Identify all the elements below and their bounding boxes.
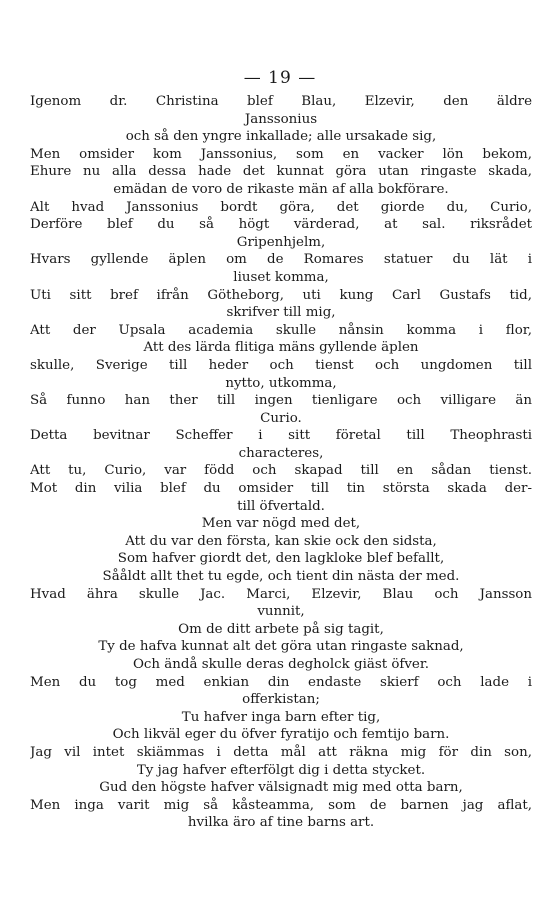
text-line: Igenom dr. Christina blef Blau, Elzevir, den äldre <box>30 94 532 109</box>
text-line: och så den yngre inkallade; alle ursakade sig, <box>125 129 437 145</box>
text-line: Men du tog med enkian din endaste skierf och lade i <box>30 674 532 690</box>
text-line: offerkistan; <box>242 692 320 708</box>
text-line: Uti sitt bref ifrån Götheborg, uti kung Carl Gustafs tid, <box>30 287 532 303</box>
text-line: Som hafver giordt det, den lagkloke blef befallt, <box>117 551 445 567</box>
text-line: Hvars gyllende äplen om de Romares statuer du lät i <box>30 252 532 268</box>
text-line: Men omsider kom Janssonius, som en vacker lön bekom, <box>30 146 532 162</box>
text-line: Att tu, Curio, var född och skapad till en sådan tienst. <box>30 463 532 479</box>
text-line: Och ändå skulle deras degholck giäst öfver. <box>132 657 430 672</box>
text-line: Om de ditt arbete på sig tagit, <box>178 621 384 637</box>
text-line: nytto, utkomma, <box>225 375 337 391</box>
text-line: skulle, Sverige till heder och tienst och ungdomen till <box>30 357 532 373</box>
text-line: Ty de hafva kunnat alt det göra utan ringaste saknad, <box>98 639 464 655</box>
text-line: Men inga varit mig så kåsteamma, som de barnen jag aflat, <box>30 797 532 813</box>
text-line: characteres, <box>238 445 324 461</box>
text-line: vunnit, <box>257 604 305 620</box>
text-line: Gud den högste hafver välsignadt mig med otta barn, <box>99 780 463 796</box>
text-line: Att du var den första, kan skie ock den sidsta, <box>125 533 437 549</box>
poem-text <box>30 93 532 832</box>
text-line: emädan de voro de rikaste män af alla bokförare. <box>113 181 449 197</box>
text-line: Så funno han ther till ingen tienligare och villigare än <box>30 393 532 409</box>
text-line: Detta bevitnar Scheffer i sitt företal till Theophrasti <box>30 428 532 444</box>
text-line: Mot din vilia blef du omsider till tin största skada der- <box>30 481 532 497</box>
text-line: Hvad ähra skulle Jac. Marci, Elzevir, Blau och Jansson <box>30 586 532 602</box>
text-line: Derföre blef du så högt värderad, at sal. riksrådet <box>30 217 532 233</box>
text-line: Gripenhjelm, <box>236 234 326 250</box>
text-line: Sååldt allt thet tu egde, och tient din nästa der med. <box>102 569 460 585</box>
text-line: Att der Upsala academia skulle nånsin komma i flor, <box>30 322 532 338</box>
text-line: hvilka äro af tine barns art. <box>187 815 375 831</box>
text-line: skrifver till mig, <box>226 305 336 321</box>
text-line: Alt hvad Janssonius bordt göra, det giorde du, Curio, <box>30 199 532 215</box>
text-line: Tu hafver inga barn efter tig, <box>181 709 381 725</box>
text-line: Jag vil intet skiämmas i detta mål att räkna mig för din son, <box>30 744 532 760</box>
text-line: Att des lärda flitiga mäns gyllende äplen <box>143 340 419 356</box>
text-line: Ehure nu alla dessa hade det kunnat göra utan ringaste skada, <box>30 164 532 180</box>
text-line: till öfvertald. <box>237 498 325 514</box>
text-line: Ty jag hafver efterfölgt dig i detta stycket. <box>136 762 426 778</box>
page-number: — 19 — <box>243 68 317 88</box>
text-line: Curio. <box>260 410 302 426</box>
text-line: Och likväl eger du öfver fyratijo och femtijo barn. <box>112 727 450 743</box>
text-line: liuset komma, <box>233 269 329 285</box>
text-line: Men var nögd med det, <box>201 516 361 532</box>
text-line: Janssonius <box>244 111 318 127</box>
